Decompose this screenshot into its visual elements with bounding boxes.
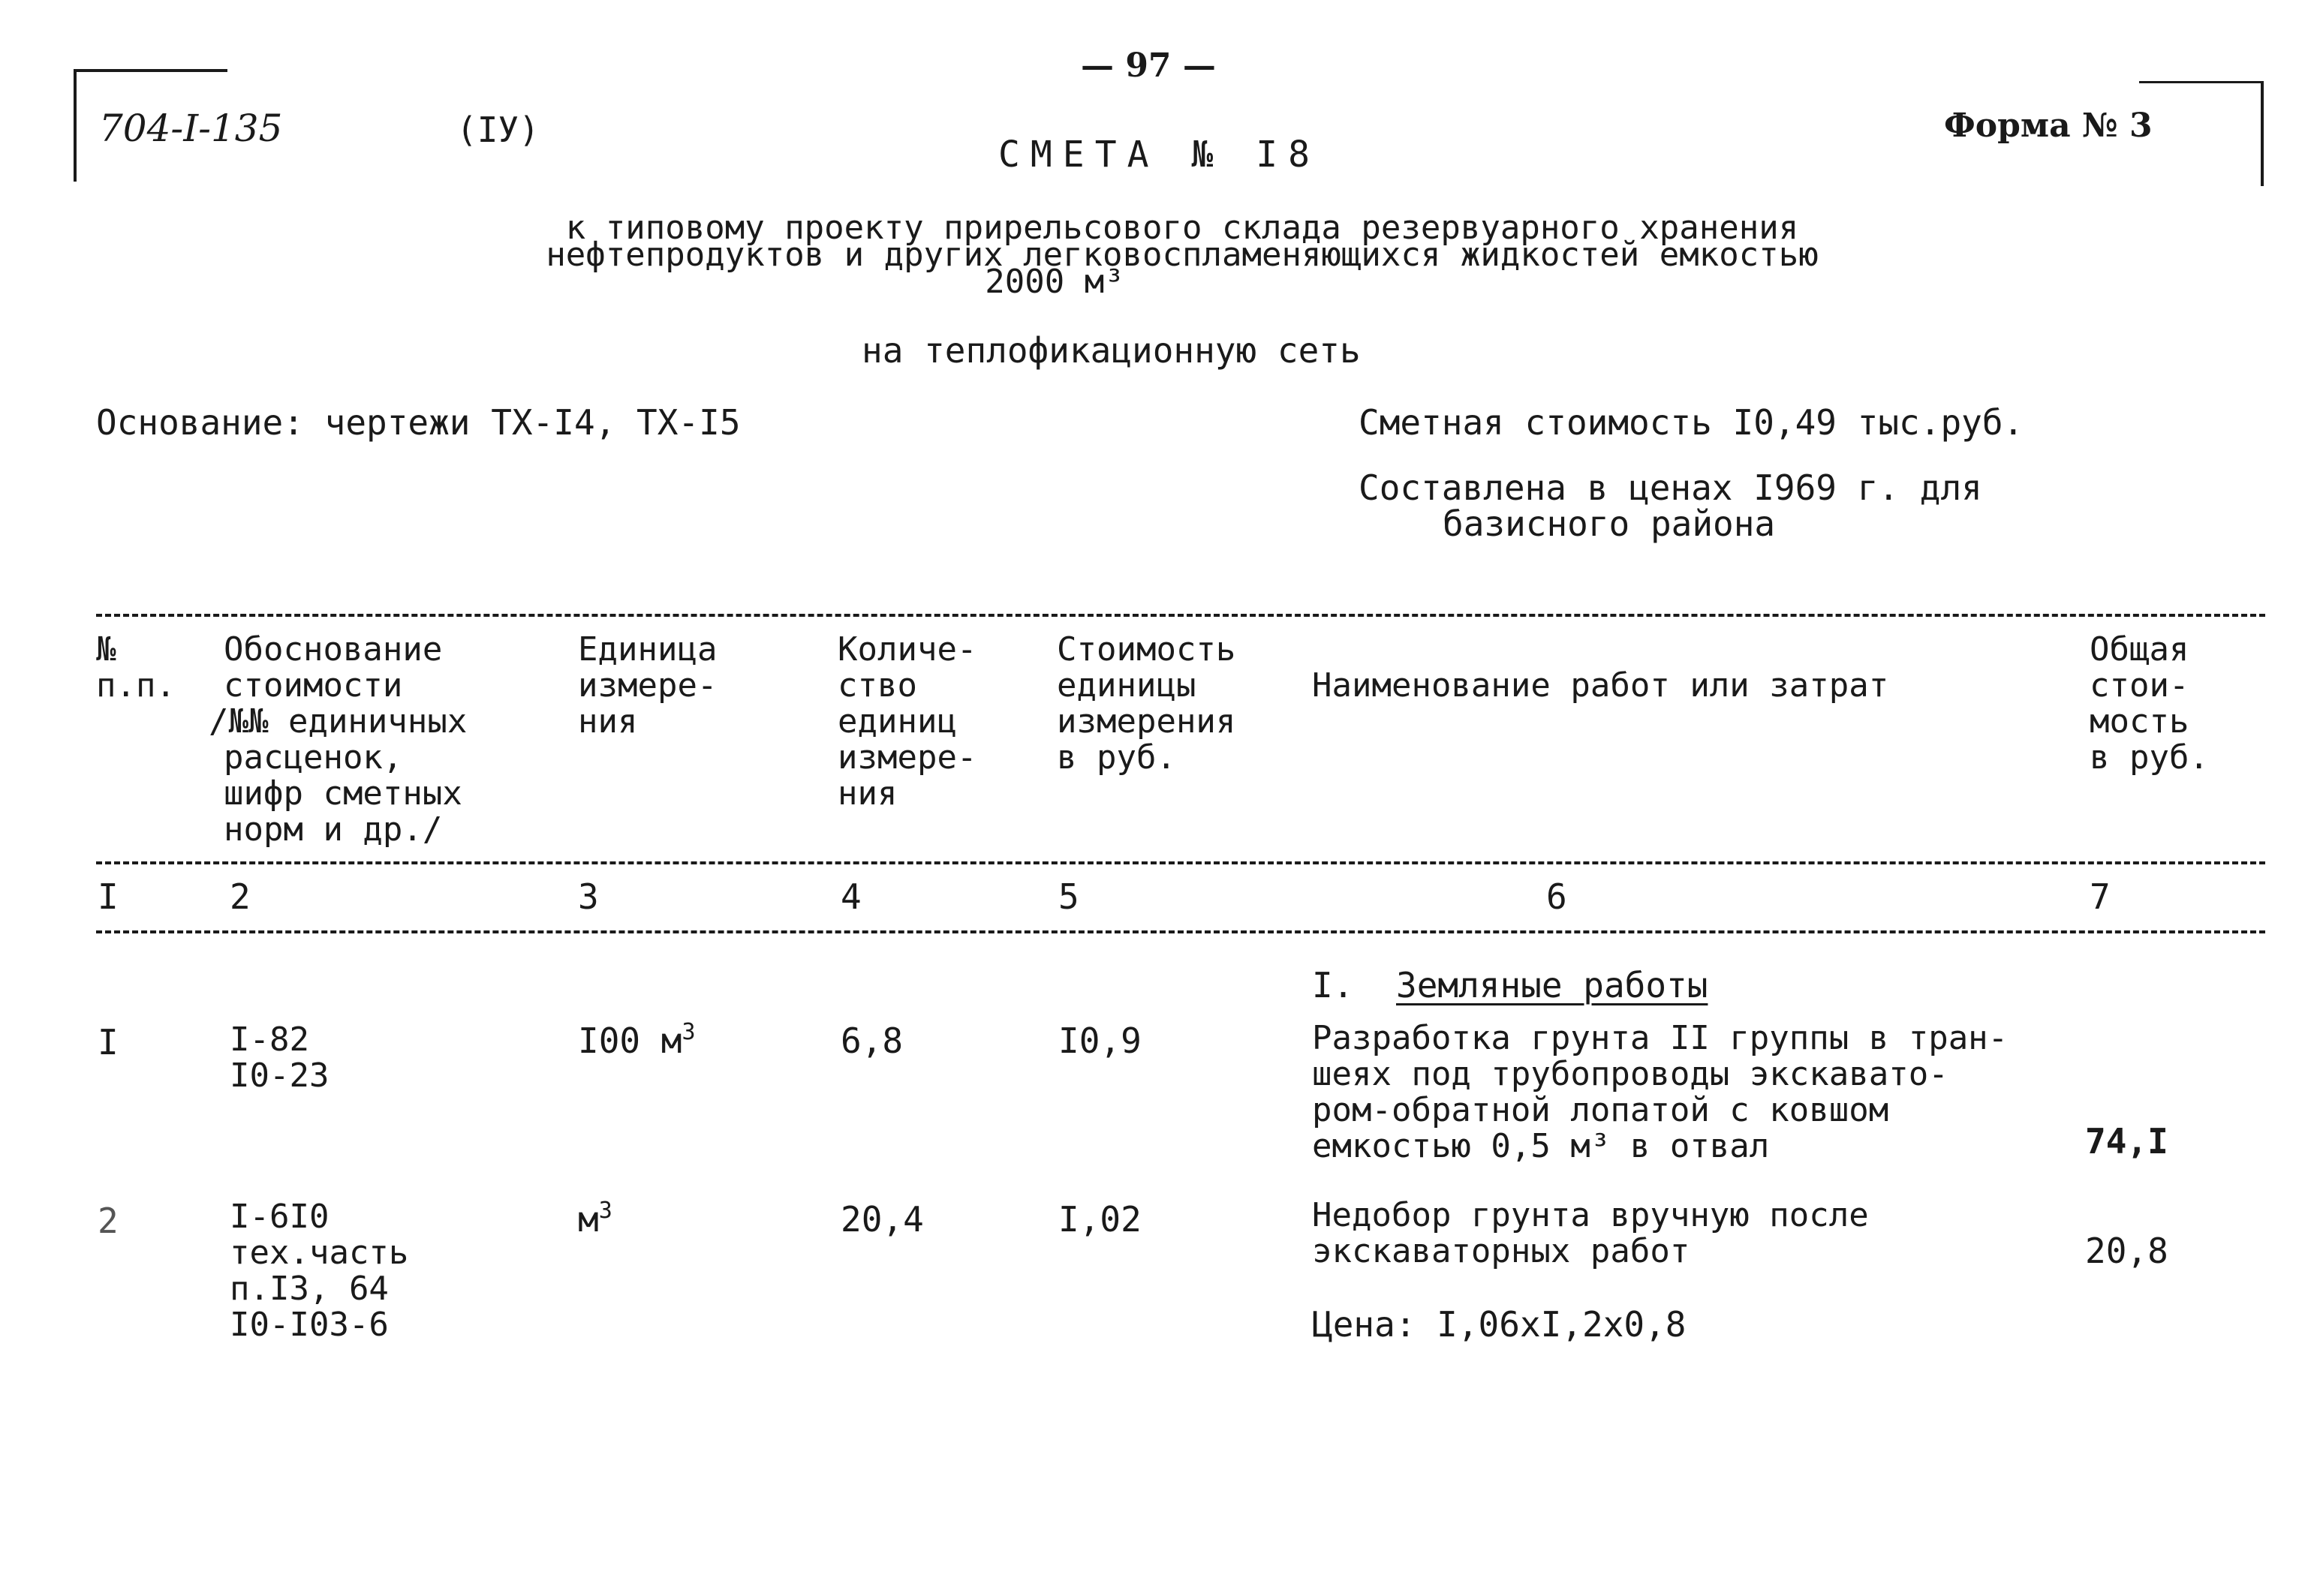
col-number-1: I [98,876,119,917]
col-header-2-line-6: норм и др./ [224,810,443,849]
subtitle-line-3: 2000 м³ [985,263,1124,301]
volume-label: (IУ) [456,110,540,150]
table-header-rule [96,861,2265,864]
row-1-name-line-4: емкостью 0,5 м³ в отвал [1312,1127,1770,1165]
row-1-unit-cost: I0,9 [1058,1020,1142,1061]
col-number-7: 7 [2090,876,2111,917]
row-1-basis [230,1022,329,1094]
col-header-4-line-5: ния [838,774,898,813]
document-title: СМЕТА № I8 [998,134,1320,176]
row-1-name [1312,1020,2008,1165]
row-1-name-line-1: Разработка грунта II группы в тран- [1312,1019,2009,1057]
row-2-total: 20,8 [2085,1231,2168,1271]
frame-corner-left-horizontal [74,69,227,72]
col-number-5: 5 [1058,876,1079,917]
col-number-3: 3 [578,876,599,917]
row-2-basis [230,1199,408,1343]
col-header-6-line-1: Наименование работ или затрат [1312,666,1889,705]
project-code: 704-I-135 [99,107,283,150]
row-1-number: I [98,1022,119,1062]
basis-text: Основание: чертежи ТХ-I4, ТХ-I5 [96,402,741,443]
col-header-7-line-2: стои- [2090,666,2189,705]
col-number-2: 2 [230,876,251,917]
col-header-1 [96,632,176,704]
col-header-2-line-1: Обоснование [224,630,443,669]
col-header-7 [2090,632,2209,776]
col-header-2-line-2: стоимости [224,666,403,705]
subtitle [450,210,1914,300]
frame-corner-right-horizontal [2139,81,2264,83]
col-number-6: 6 [1546,876,1567,917]
col-header-4-line-4: измере- [838,738,977,777]
row-2-unit [578,1199,612,1240]
row-2-number: 2 [98,1201,119,1241]
subtitle-line-1: к типовому проекту прирельсового склада резервуарного хранения [565,209,1799,247]
col-header-2-line-3: /№№ единичных [209,702,468,741]
row-2-basis-line-4: I0-I03-6 [230,1306,389,1344]
row-1-name-line-3: ром-обратной лопатой с ковшом [1312,1091,1889,1129]
row-2-qty: 20,4 [841,1199,924,1240]
col-header-3-line-2: измере- [578,666,718,705]
row-2-unit-text: м [578,1199,599,1240]
section-number: I. [1312,965,1354,1005]
row-1-qty: 6,8 [841,1020,904,1061]
scope-title: на теплофикационную сеть [862,330,1361,371]
section-title: Земляные работы [1396,965,1708,1005]
row-1-basis-line-2: I0-23 [230,1056,330,1095]
col-header-5 [1057,632,1235,776]
table-top-rule [96,614,2265,617]
col-header-3 [578,632,717,740]
col-header-4-line-3: единиц [838,702,957,741]
row-1-unit-text: I00 м [578,1020,682,1061]
estimate-cost: Сметная стоимость I0,49 тыс.руб. [1359,402,2024,443]
col-header-5-line-1: Стоимость [1057,630,1236,669]
prices-note-line-2: базисного района [1443,503,1776,544]
col-header-3-line-3: ния [578,702,638,741]
col-header-5-line-4: в руб. [1057,738,1176,777]
frame-corner-left-vertical [74,69,77,182]
col-header-5-line-3: измерения [1057,702,1236,741]
frame-corner-right-vertical [2261,81,2264,186]
col-header-4-line-2: ство [838,666,917,705]
row-2-basis-line-1: I-6I0 [230,1198,330,1236]
col-header-6 [1312,668,1888,704]
col-header-2-line-5: шифр сметных [224,774,462,813]
page-number: — 97 — [1081,47,1216,85]
col-number-4: 4 [841,876,862,917]
row-2-name-line-1: Недобор грунта вручную после [1312,1196,1869,1234]
row-1-name-line-2: шеях под трубопроводы экскавато- [1312,1055,1948,1093]
table-numbers-rule [96,930,2265,933]
col-header-4-line-1: Количе- [838,630,977,669]
row-2-unit-cost: I,02 [1058,1199,1142,1240]
prices-note-line-1: Составлена в ценах I969 г. для [1359,467,1982,508]
row-2-name [1312,1198,1869,1270]
col-header-1-line-1: № [96,630,116,669]
col-header-1-line-2: п.п. [96,666,176,705]
col-header-7-line-4: в руб. [2090,738,2209,777]
col-header-4 [838,632,976,812]
col-header-3-line-1: Единица [578,630,718,669]
row-2-basis-line-2: тех.часть [230,1234,409,1272]
row-1-total: 74,I [2085,1121,2168,1162]
row-1-basis-line-1: I-82 [230,1020,309,1059]
col-header-5-line-2: единицы [1057,666,1196,705]
row-2-unit-sup: 3 [598,1198,612,1224]
col-header-7-line-3: мость [2090,702,2189,741]
form-label: Форма № 3 [1944,107,2153,145]
row-2-basis-line-3: п.I3, 64 [230,1270,389,1308]
row-2-name-line-2: экскаваторных работ [1312,1232,1690,1270]
row-1-unit-sup: 3 [682,1019,696,1045]
col-header-2-line-4: расценок, [224,738,403,777]
col-header-2 [209,630,468,849]
row-1-unit [578,1020,696,1061]
subtitle-line-2: нефтепродуктов и других легковоспламеняющихся жидкостей емкостью [546,236,1819,274]
col-header-7-line-1: Общая [2090,630,2189,669]
prices-note [1359,467,1982,544]
row-2-price-note: Цена: I,06хI,2х0,8 [1312,1304,1687,1345]
